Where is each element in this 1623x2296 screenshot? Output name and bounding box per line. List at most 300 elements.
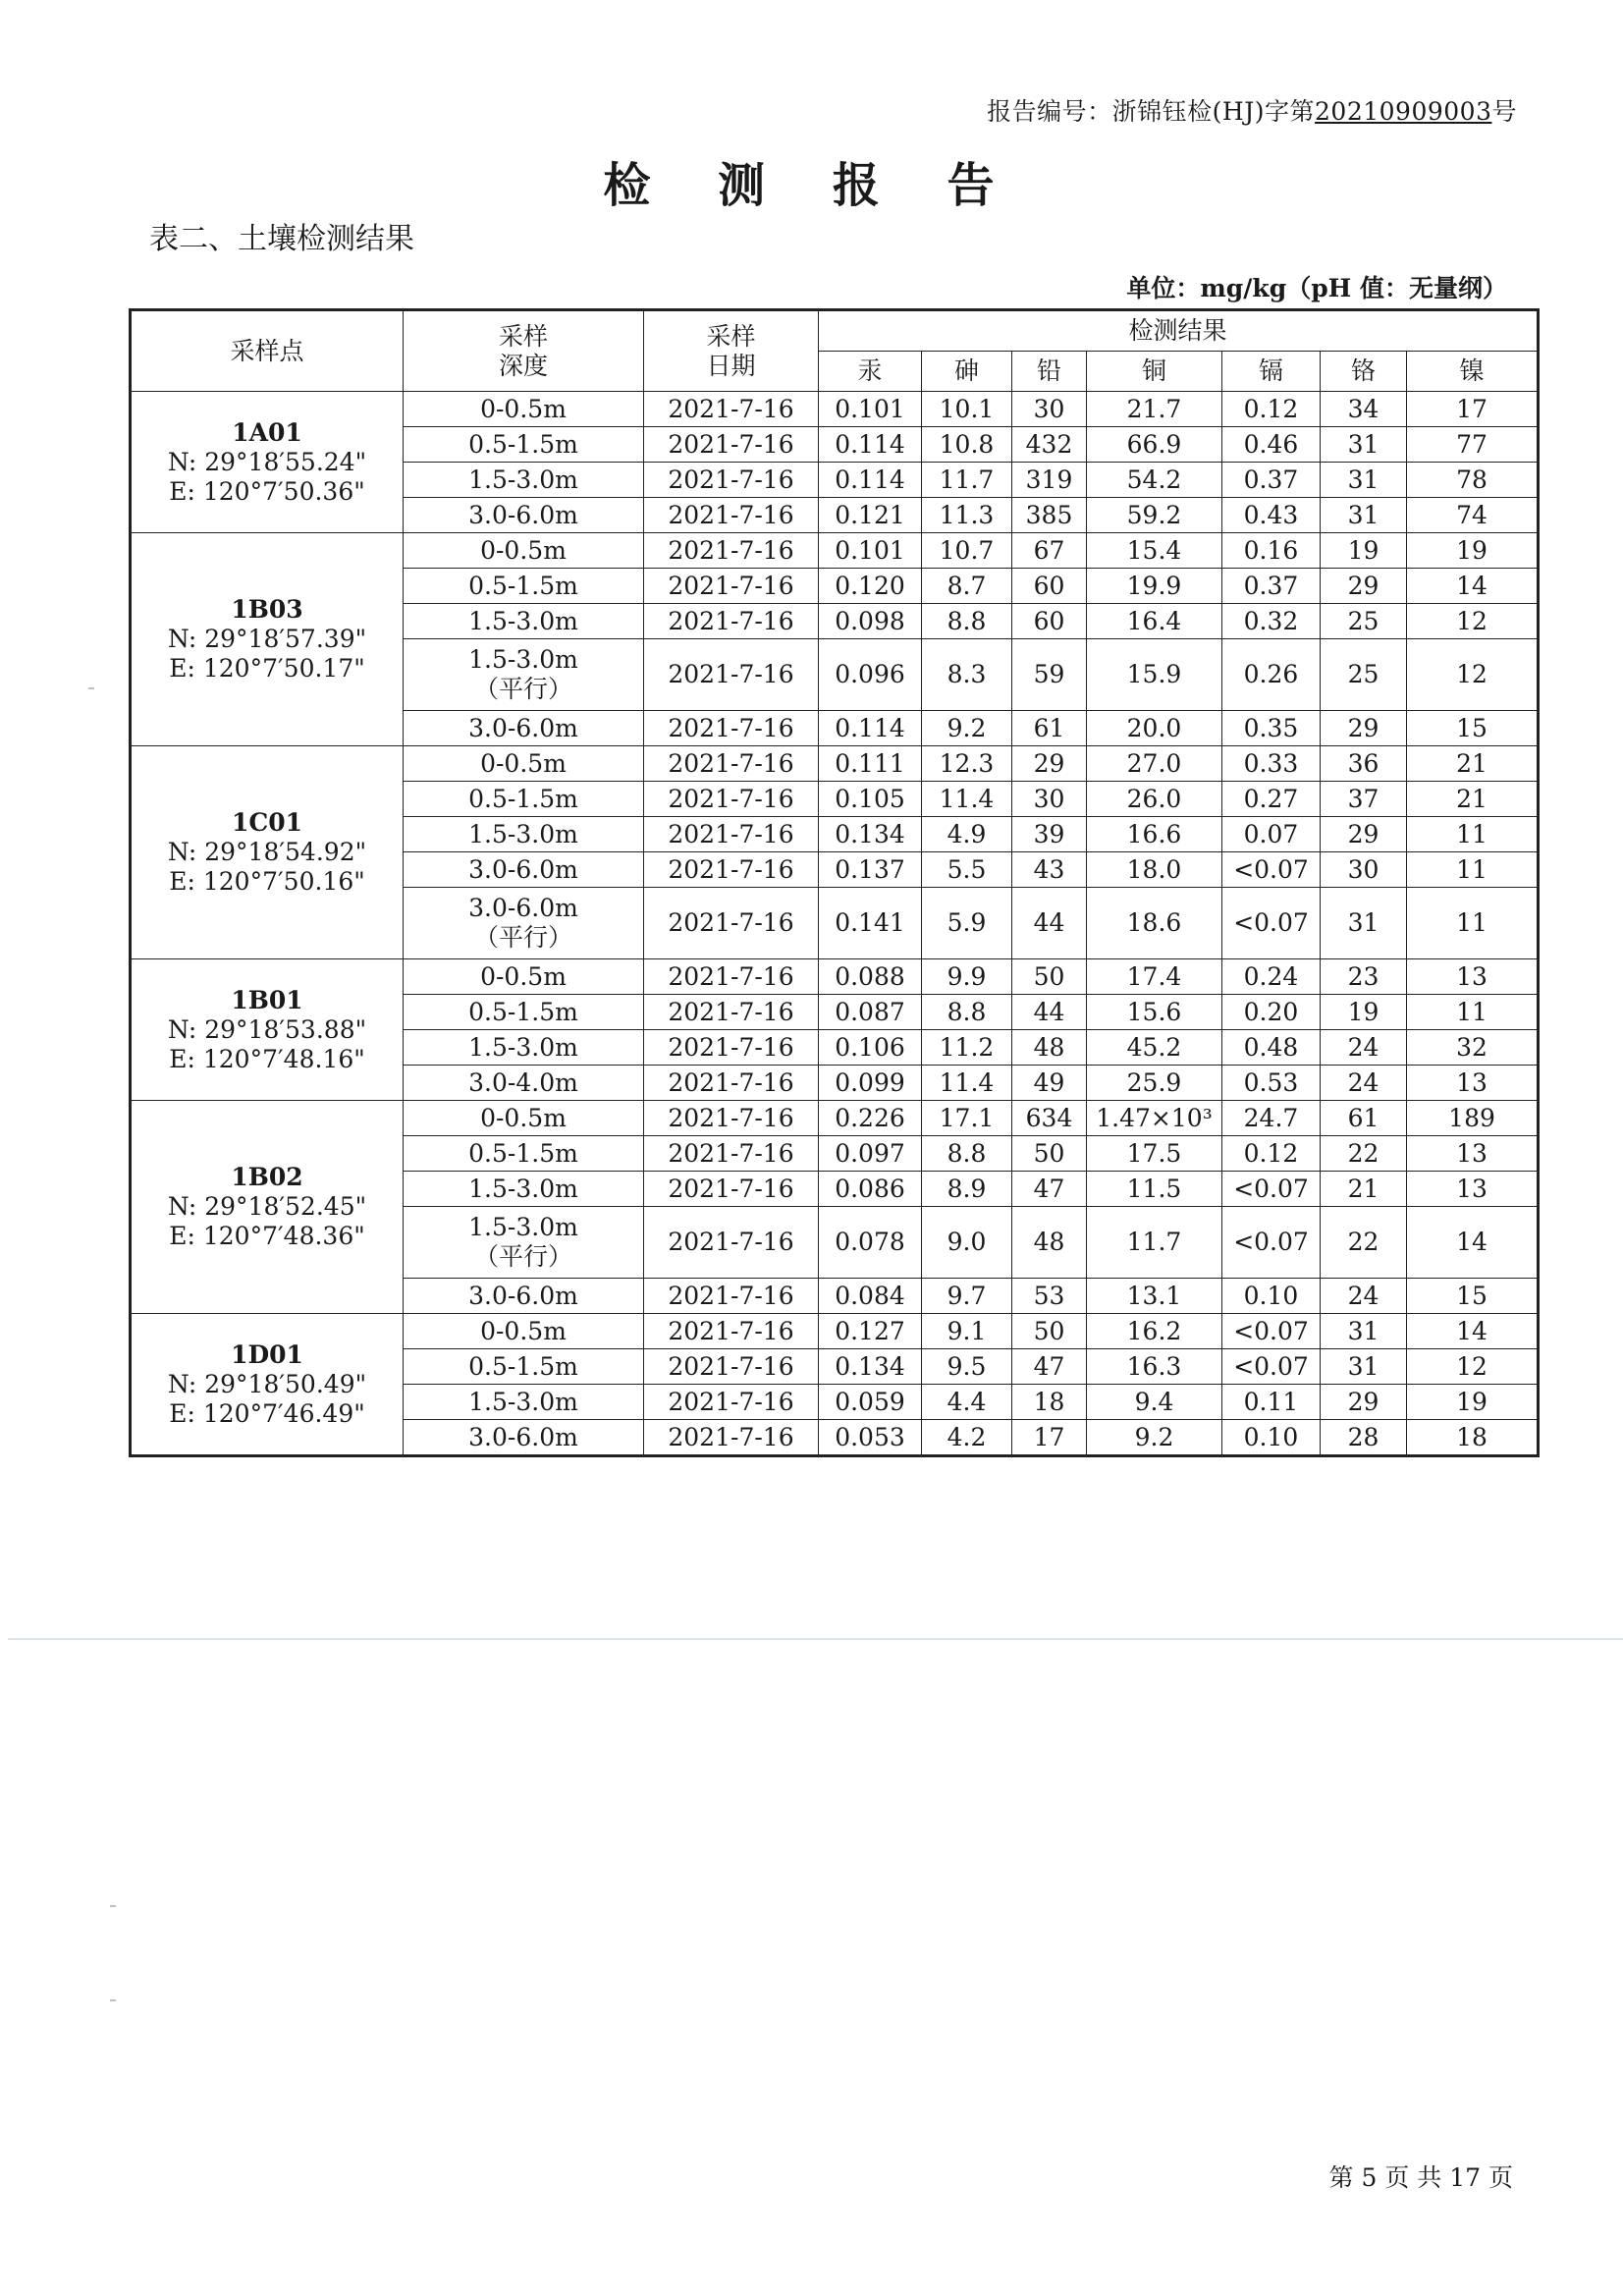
value-cell: 17	[1407, 392, 1539, 427]
value-cell: 0.114	[819, 463, 922, 498]
value-cell: 9.7	[922, 1279, 1012, 1314]
value-cell: 0.20	[1222, 995, 1321, 1030]
value-cell: 26.0	[1087, 782, 1222, 817]
value-cell: 50	[1012, 959, 1087, 995]
value-cell: 0.46	[1222, 427, 1321, 463]
value-cell: 11.7	[1087, 1207, 1222, 1279]
value-cell: 12.3	[922, 746, 1012, 782]
value-cell: 48	[1012, 1207, 1087, 1279]
site-cell	[131, 1314, 404, 1456]
header-results: 检测结果	[819, 310, 1539, 352]
value-cell: 9.2	[922, 711, 1012, 746]
depth-cell: 0-0.5m	[404, 746, 644, 782]
depth-cell: 1.5-3.0m	[404, 1030, 644, 1066]
table-row	[131, 1314, 1539, 1349]
value-cell: 44	[1012, 995, 1087, 1030]
value-cell: 15.4	[1087, 533, 1222, 569]
value-cell: 39	[1012, 817, 1087, 852]
header-metal: 铅	[1012, 352, 1087, 392]
value-cell: 18.6	[1087, 888, 1222, 959]
date-cell: 2021-7-16	[644, 533, 819, 569]
value-cell: 13	[1407, 1172, 1539, 1207]
value-cell: 634	[1012, 1101, 1087, 1136]
depth-cell: 1.5-3.0m	[404, 604, 644, 639]
scan-artifact-line	[8, 1638, 1623, 1640]
depth-cell: 0-0.5m	[404, 959, 644, 995]
value-cell: <0.07	[1222, 888, 1321, 959]
value-cell: 0.37	[1222, 569, 1321, 604]
date-cell: 2021-7-16	[644, 1207, 819, 1279]
header-metal: 镍	[1407, 352, 1539, 392]
value-cell: 29	[1321, 711, 1407, 746]
site-cell	[131, 1101, 404, 1314]
value-cell: 0.10	[1222, 1420, 1321, 1456]
date-cell: 2021-7-16	[644, 1349, 819, 1385]
value-cell: 0.053	[819, 1420, 922, 1456]
parallel-note: （平行）	[473, 923, 572, 952]
date-cell: 2021-7-16	[644, 569, 819, 604]
header-metal: 汞	[819, 352, 922, 392]
header-site: 采样点	[131, 310, 404, 392]
value-cell: 25	[1321, 604, 1407, 639]
value-cell: 50	[1012, 1314, 1087, 1349]
value-cell: 47	[1012, 1349, 1087, 1385]
value-cell: 1.47×10³	[1087, 1101, 1222, 1136]
value-cell: 0.114	[819, 427, 922, 463]
date-cell: 2021-7-16	[644, 604, 819, 639]
depth-cell	[404, 639, 644, 711]
value-cell: 0.096	[819, 639, 922, 711]
value-cell: 15	[1407, 1279, 1539, 1314]
value-cell: 0.121	[819, 498, 922, 533]
value-cell: 16.6	[1087, 817, 1222, 852]
table-row	[131, 959, 1539, 995]
depth-cell: 3.0-6.0m	[404, 711, 644, 746]
value-cell: 0.35	[1222, 711, 1321, 746]
depth-cell: 3.0-6.0m	[404, 852, 644, 888]
value-cell: 54.2	[1087, 463, 1222, 498]
depth-cell: 1.5-3.0m	[404, 1172, 644, 1207]
value-cell: 10.8	[922, 427, 1012, 463]
value-cell: 4.9	[922, 817, 1012, 852]
value-cell: 29	[1321, 817, 1407, 852]
site-east: E: 120°7′50.16"	[169, 867, 365, 896]
header-date-line2: 日期	[706, 351, 756, 380]
value-cell: 0.101	[819, 392, 922, 427]
value-cell: 59.2	[1087, 498, 1222, 533]
value-cell: 12	[1407, 639, 1539, 711]
value-cell: 0.086	[819, 1172, 922, 1207]
value-cell: 4.2	[922, 1420, 1012, 1456]
value-cell: 25	[1321, 639, 1407, 711]
scan-speck	[110, 1999, 116, 2001]
value-cell: 0.106	[819, 1030, 922, 1066]
value-cell: 0.059	[819, 1385, 922, 1420]
depth-cell: 0.5-1.5m	[404, 427, 644, 463]
date-cell: 2021-7-16	[644, 463, 819, 498]
header-depth-line2: 深度	[498, 351, 548, 380]
site-north: N: 29°18′53.88"	[167, 1014, 367, 1044]
value-cell: 30	[1012, 392, 1087, 427]
value-cell: 66.9	[1087, 427, 1222, 463]
value-cell: 53	[1012, 1279, 1087, 1314]
site-id: 1B03	[231, 595, 303, 624]
header-row	[131, 310, 1539, 352]
depth-value: 1.5-3.0m	[468, 645, 578, 674]
page-title: 检 测 报 告	[603, 158, 1020, 213]
value-cell: 11	[1407, 817, 1539, 852]
value-cell: 13	[1407, 1136, 1539, 1172]
date-cell: 2021-7-16	[644, 1385, 819, 1420]
date-cell: 2021-7-16	[644, 746, 819, 782]
date-cell: 2021-7-16	[644, 498, 819, 533]
value-cell: 0.127	[819, 1314, 922, 1349]
value-cell: 0.120	[819, 569, 922, 604]
value-cell: 24	[1321, 1030, 1407, 1066]
date-cell: 2021-7-16	[644, 639, 819, 711]
value-cell: 11	[1407, 852, 1539, 888]
value-cell: 15	[1407, 711, 1539, 746]
value-cell: 29	[1321, 569, 1407, 604]
table-caption: 表二、土壤检测结果	[149, 222, 414, 256]
value-cell: 29	[1321, 1385, 1407, 1420]
site-east: E: 120°7′46.49"	[169, 1398, 365, 1428]
value-cell: 0.111	[819, 746, 922, 782]
value-cell: 28	[1321, 1420, 1407, 1456]
value-cell: 0.26	[1222, 639, 1321, 711]
site-north: N: 29°18′54.92"	[167, 838, 367, 866]
site-id: 1C01	[231, 808, 303, 837]
value-cell: 13	[1407, 1066, 1539, 1101]
depth-cell: 0.5-1.5m	[404, 569, 644, 604]
header-metal: 砷	[922, 352, 1012, 392]
value-cell: 31	[1321, 1349, 1407, 1385]
header-date	[644, 310, 819, 392]
value-cell: 0.16	[1222, 533, 1321, 569]
value-cell: 21	[1407, 746, 1539, 782]
site-east: E: 120°7′48.36"	[169, 1222, 365, 1250]
value-cell: 9.0	[922, 1207, 1012, 1279]
value-cell: 0.134	[819, 1349, 922, 1385]
header-metal: 镉	[1222, 352, 1321, 392]
value-cell: 24	[1321, 1066, 1407, 1101]
date-cell: 2021-7-16	[644, 1030, 819, 1066]
value-cell: 0.10	[1222, 1279, 1321, 1314]
value-cell: 31	[1321, 888, 1407, 959]
depth-cell: 0-0.5m	[404, 1101, 644, 1136]
date-cell: 2021-7-16	[644, 995, 819, 1030]
value-cell: 17.1	[922, 1101, 1012, 1136]
site-north: N: 29°18′50.49"	[167, 1369, 367, 1398]
site-id: 1B01	[231, 985, 303, 1014]
value-cell: 0.07	[1222, 817, 1321, 852]
value-cell: 12	[1407, 604, 1539, 639]
value-cell: 30	[1321, 852, 1407, 888]
value-cell: 27.0	[1087, 746, 1222, 782]
report-number-prefix: 报告编号：浙锦钰检(HJ)字第	[987, 97, 1316, 126]
value-cell: 74	[1407, 498, 1539, 533]
value-cell: 11	[1407, 995, 1539, 1030]
value-cell: 17	[1012, 1420, 1087, 1456]
value-cell: 44	[1012, 888, 1087, 959]
value-cell: 21	[1321, 1172, 1407, 1207]
depth-cell: 0-0.5m	[404, 1314, 644, 1349]
value-cell: 18	[1012, 1385, 1087, 1420]
date-cell: 2021-7-16	[644, 711, 819, 746]
value-cell: 19	[1407, 1385, 1539, 1420]
value-cell: 9.4	[1087, 1385, 1222, 1420]
value-cell: 16.2	[1087, 1314, 1222, 1349]
value-cell: 9.2	[1087, 1420, 1222, 1456]
value-cell: 319	[1012, 463, 1087, 498]
site-north: N: 29°18′57.39"	[167, 625, 367, 653]
value-cell: 21	[1407, 782, 1539, 817]
value-cell: 385	[1012, 498, 1087, 533]
report-number-line	[987, 92, 1517, 128]
report-number-suffix: 号	[1491, 97, 1517, 126]
value-cell: 43	[1012, 852, 1087, 888]
value-cell: 18.0	[1087, 852, 1222, 888]
value-cell: 49	[1012, 1066, 1087, 1101]
value-cell: 4.4	[922, 1385, 1012, 1420]
date-cell: 2021-7-16	[644, 817, 819, 852]
table-row	[131, 533, 1539, 569]
date-cell: 2021-7-16	[644, 1101, 819, 1136]
value-cell: 36	[1321, 746, 1407, 782]
value-cell: 0.105	[819, 782, 922, 817]
value-cell: 25.9	[1087, 1066, 1222, 1101]
value-cell: 0.27	[1222, 782, 1321, 817]
site-id: 1B02	[231, 1163, 303, 1191]
site-id: 1A01	[232, 417, 302, 447]
value-cell: 78	[1407, 463, 1539, 498]
value-cell: 10.7	[922, 533, 1012, 569]
value-cell: 0.53	[1222, 1066, 1321, 1101]
value-cell: 17.4	[1087, 959, 1222, 995]
depth-cell: 1.5-3.0m	[404, 817, 644, 852]
depth-cell: 0.5-1.5m	[404, 782, 644, 817]
value-cell: 0.078	[819, 1207, 922, 1279]
depth-cell: 0.5-1.5m	[404, 1349, 644, 1385]
value-cell: 47	[1012, 1172, 1087, 1207]
value-cell: 11.4	[922, 1066, 1012, 1101]
value-cell: 11.3	[922, 498, 1012, 533]
value-cell: 18	[1407, 1420, 1539, 1456]
site-cell	[131, 746, 404, 959]
value-cell: 19.9	[1087, 569, 1222, 604]
site-east: E: 120°7′50.36"	[169, 476, 365, 506]
value-cell: 0.134	[819, 817, 922, 852]
site-north: N: 29°18′52.45"	[167, 1192, 367, 1221]
value-cell: 19	[1321, 995, 1407, 1030]
value-cell: 24.7	[1222, 1101, 1321, 1136]
value-cell: 31	[1321, 427, 1407, 463]
date-cell: 2021-7-16	[644, 1279, 819, 1314]
depth-cell	[404, 1207, 644, 1279]
value-cell: 0.099	[819, 1066, 922, 1101]
value-cell: 11.4	[922, 782, 1012, 817]
date-cell: 2021-7-16	[644, 427, 819, 463]
depth-cell: 0.5-1.5m	[404, 1136, 644, 1172]
value-cell: 30	[1012, 782, 1087, 817]
value-cell: 31	[1321, 1314, 1407, 1349]
scan-speck	[88, 687, 94, 689]
value-cell: 432	[1012, 427, 1087, 463]
value-cell: 8.8	[922, 1136, 1012, 1172]
unit-note: 单位：mg/kg（pH 值：无量纲）	[1126, 274, 1507, 302]
value-cell: 0.32	[1222, 604, 1321, 639]
value-cell: 60	[1012, 569, 1087, 604]
date-cell: 2021-7-16	[644, 782, 819, 817]
value-cell: 0.24	[1222, 959, 1321, 995]
value-cell: 15.6	[1087, 995, 1222, 1030]
table-row	[131, 746, 1539, 782]
value-cell: 37	[1321, 782, 1407, 817]
site-east: E: 120°7′48.16"	[169, 1044, 365, 1073]
value-cell: 8.7	[922, 569, 1012, 604]
value-cell: 0.43	[1222, 498, 1321, 533]
value-cell: 189	[1407, 1101, 1539, 1136]
site-cell	[131, 533, 404, 746]
depth-cell: 0.5-1.5m	[404, 995, 644, 1030]
value-cell: 14	[1407, 1314, 1539, 1349]
depth-cell: 1.5-3.0m	[404, 1385, 644, 1420]
value-cell: 8.8	[922, 995, 1012, 1030]
depth-cell: 0-0.5m	[404, 392, 644, 427]
value-cell: 9.9	[922, 959, 1012, 995]
header-depth-line1: 采样	[498, 321, 548, 351]
value-cell: 15.9	[1087, 639, 1222, 711]
value-cell: 34	[1321, 392, 1407, 427]
value-cell: 59	[1012, 639, 1087, 711]
scan-speck	[110, 1905, 116, 1907]
value-cell: 32	[1407, 1030, 1539, 1066]
value-cell: <0.07	[1222, 1349, 1321, 1385]
value-cell: <0.07	[1222, 1207, 1321, 1279]
value-cell: 0.088	[819, 959, 922, 995]
value-cell: 11.5	[1087, 1172, 1222, 1207]
date-cell: 2021-7-16	[644, 1066, 819, 1101]
date-cell: 2021-7-16	[644, 392, 819, 427]
site-cell	[131, 959, 404, 1101]
depth-value: 1.5-3.0m	[468, 1213, 578, 1241]
value-cell: 8.9	[922, 1172, 1012, 1207]
value-cell: 5.9	[922, 888, 1012, 959]
value-cell: 0.37	[1222, 463, 1321, 498]
header-metal: 铬	[1321, 352, 1407, 392]
value-cell: 16.3	[1087, 1349, 1222, 1385]
value-cell: 77	[1407, 427, 1539, 463]
header-depth	[404, 310, 644, 392]
value-cell: 13	[1407, 959, 1539, 995]
value-cell: 19	[1321, 533, 1407, 569]
table-row	[131, 392, 1539, 427]
report-number: 20210909003	[1315, 97, 1492, 126]
value-cell: 31	[1321, 463, 1407, 498]
parallel-note: （平行）	[473, 1242, 572, 1271]
page-number: 第 5 页 共 17 页	[1328, 2163, 1513, 2192]
table-row	[131, 1101, 1539, 1136]
value-cell: 29	[1012, 746, 1087, 782]
value-cell: 0.084	[819, 1279, 922, 1314]
value-cell: 0.087	[819, 995, 922, 1030]
site-east: E: 120°7′50.17"	[169, 654, 365, 683]
date-cell: 2021-7-16	[644, 1420, 819, 1456]
value-cell: 24	[1321, 1279, 1407, 1314]
value-cell: 22	[1321, 1207, 1407, 1279]
value-cell: 16.4	[1087, 604, 1222, 639]
value-cell: 23	[1321, 959, 1407, 995]
value-cell: 9.1	[922, 1314, 1012, 1349]
depth-cell: 3.0-4.0m	[404, 1066, 644, 1101]
depth-cell: 3.0-6.0m	[404, 498, 644, 533]
value-cell: 11.7	[922, 463, 1012, 498]
value-cell: 17.5	[1087, 1136, 1222, 1172]
value-cell: 11	[1407, 888, 1539, 959]
date-cell: 2021-7-16	[644, 1136, 819, 1172]
value-cell: <0.07	[1222, 1172, 1321, 1207]
value-cell: 31	[1321, 498, 1407, 533]
depth-cell	[404, 888, 644, 959]
value-cell: 0.098	[819, 604, 922, 639]
value-cell: 45.2	[1087, 1030, 1222, 1066]
depth-cell: 3.0-6.0m	[404, 1279, 644, 1314]
value-cell: 0.101	[819, 533, 922, 569]
value-cell: 61	[1321, 1101, 1407, 1136]
value-cell: 0.33	[1222, 746, 1321, 782]
value-cell: 10.1	[922, 392, 1012, 427]
value-cell: 50	[1012, 1136, 1087, 1172]
value-cell: 11.2	[922, 1030, 1012, 1066]
value-cell: 13.1	[1087, 1279, 1222, 1314]
value-cell: 5.5	[922, 852, 1012, 888]
date-cell: 2021-7-16	[644, 959, 819, 995]
site-cell	[131, 392, 404, 533]
value-cell: 21.7	[1087, 392, 1222, 427]
date-cell: 2021-7-16	[644, 1314, 819, 1349]
date-cell: 2021-7-16	[644, 1172, 819, 1207]
depth-cell: 0-0.5m	[404, 533, 644, 569]
value-cell: 14	[1407, 1207, 1539, 1279]
header-date-line1: 采样	[706, 321, 756, 351]
value-cell: 12	[1407, 1349, 1539, 1385]
parallel-note: （平行）	[473, 675, 572, 703]
value-cell: 0.12	[1222, 1136, 1321, 1172]
value-cell: 0.12	[1222, 392, 1321, 427]
value-cell: 0.11	[1222, 1385, 1321, 1420]
depth-value: 3.0-6.0m	[468, 894, 578, 922]
value-cell: 22	[1321, 1136, 1407, 1172]
value-cell: 0.097	[819, 1136, 922, 1172]
value-cell: 0.114	[819, 711, 922, 746]
value-cell: 14	[1407, 569, 1539, 604]
site-north: N: 29°18′55.24"	[167, 447, 367, 476]
depth-cell: 1.5-3.0m	[404, 463, 644, 498]
value-cell: <0.07	[1222, 1314, 1321, 1349]
value-cell: 48	[1012, 1030, 1087, 1066]
value-cell: 0.226	[819, 1101, 922, 1136]
date-cell: 2021-7-16	[644, 888, 819, 959]
value-cell: 60	[1012, 604, 1087, 639]
value-cell: 61	[1012, 711, 1087, 746]
site-id: 1D01	[231, 1339, 303, 1369]
value-cell: 0.48	[1222, 1030, 1321, 1066]
value-cell: 67	[1012, 533, 1087, 569]
value-cell: 9.5	[922, 1349, 1012, 1385]
soil-results-table	[129, 308, 1540, 1457]
value-cell: 0.141	[819, 888, 922, 959]
value-cell: 0.137	[819, 852, 922, 888]
